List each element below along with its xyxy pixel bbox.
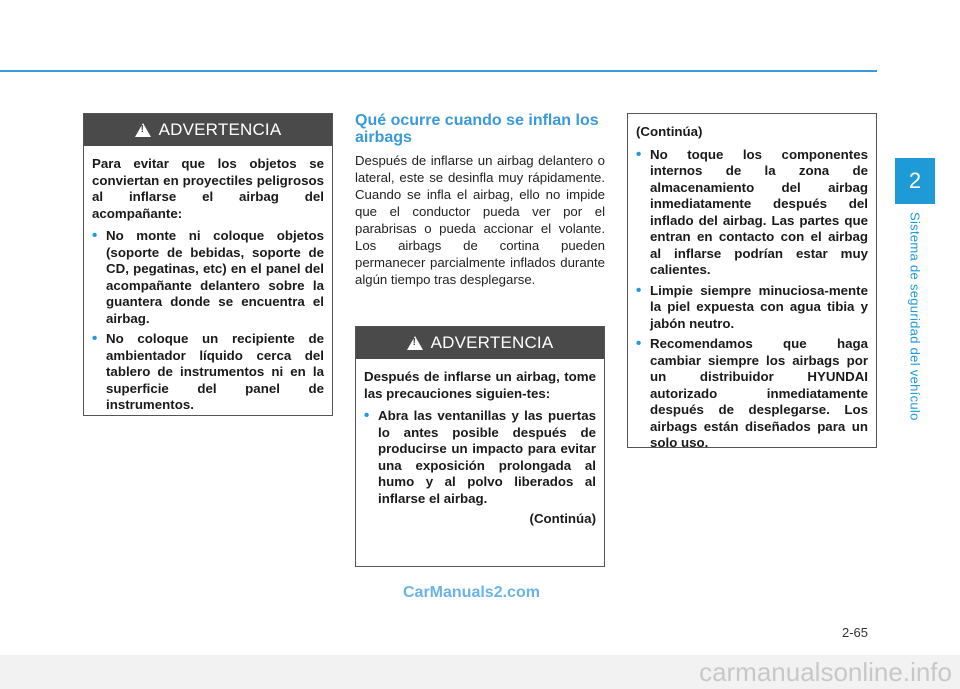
bullet-text: Abra las ventanillas y las puertas lo antes posible después de producirse un impacto para evitar una exposición prolongada al humo y al polvo liberados al inflarse el airbag. — [378, 408, 596, 506]
chapter-number: 2 — [908, 168, 922, 193]
section-body: Después de inflarse un airbag delantero o lateral, este se desinfla muy rápidamente. Cuando se infla el airbag, ello no impide que el conductor pueda ver por el parabrisas o pueda accionar el volante. Los airbags de cortina pueden permanecer parcialmente inflados durante algún tiempo tras desplegarse. — [355, 153, 605, 287]
bullet-text: No monte ni coloque objetos (soporte de bebidas, soporte de CD, pegatinas, etc) en el panel del acompañante delantero sobre la guantera donde se encuentra el airbag. — [106, 228, 324, 326]
top-rule — [0, 70, 877, 72]
continued-label: (Continúa) — [529, 511, 596, 526]
warning-triangle-icon — [407, 336, 423, 350]
bullet-icon: • — [636, 145, 642, 163]
bullet-icon: • — [636, 281, 642, 299]
watermark-link[interactable]: CarManuals2.com — [403, 584, 540, 601]
page-number: 2-65 — [842, 625, 869, 640]
chapter-number-tab — [895, 158, 935, 204]
footer-bar — [0, 655, 960, 689]
bullet-text: Recomendamos que haga cambiar siempre los airbags por un distribuidor HYUNDAI autorizado inmediatamente después de desplegarse. Los airbags están diseñados para un solo uso. — [650, 336, 868, 450]
warning-triangle-icon — [135, 123, 151, 137]
warning-header — [356, 327, 604, 359]
warning-header — [84, 114, 332, 146]
chapter-side-label — [904, 212, 926, 432]
warning-bullet — [364, 408, 596, 507]
footer-link[interactable]: carmanualsonline.info — [699, 657, 952, 687]
warning-box-1 — [83, 113, 333, 416]
bullet-icon: • — [364, 407, 370, 424]
bullet-text: Limpie siempre minuciosa-mente la piel expuesta con agua tibia y jabón neutro. — [650, 282, 868, 331]
warning-title: ADVERTENCIA — [158, 120, 282, 139]
bullet-icon: • — [92, 330, 98, 347]
warning-title: ADVERTENCIA — [430, 333, 554, 352]
section-title: Qué ocurre cuando se inflan los airbags — [355, 112, 599, 146]
warning-box-2 — [355, 326, 605, 567]
chapter-title: Sistema de seguridad del vehículo — [907, 212, 923, 421]
warning-intro: (Continúa) — [636, 124, 703, 139]
bullet-text: No coloque un recipiente de ambientador líquido cerca del tablero de instrumentos ni en la superficie del panel de instrumentos. — [106, 331, 324, 412]
warning-intro: Para evitar que los objetos se conviertan en proyectiles peligrosos al inflarse el airbag del acompañante: — [92, 156, 324, 221]
warning-bullet — [92, 331, 324, 414]
warning-bullet — [92, 228, 324, 327]
bullet-text: No toque los componentes internos de la zona de almacenamiento del airbag inmediatamente después del inflado del airbag. Las partes que entran en contacto con el airbag al inflarse podrían estar muy calientes. — [650, 146, 868, 277]
bullet-icon: • — [92, 227, 98, 244]
warning-box-3 — [627, 113, 877, 448]
warning-bullet — [636, 147, 868, 279]
warning-intro: Después de inflarse un airbag, tome las precauciones siguien-tes: — [364, 369, 596, 401]
warning-bullet — [636, 283, 868, 333]
warning-bullet — [636, 336, 868, 452]
bullet-icon: • — [636, 335, 642, 352]
